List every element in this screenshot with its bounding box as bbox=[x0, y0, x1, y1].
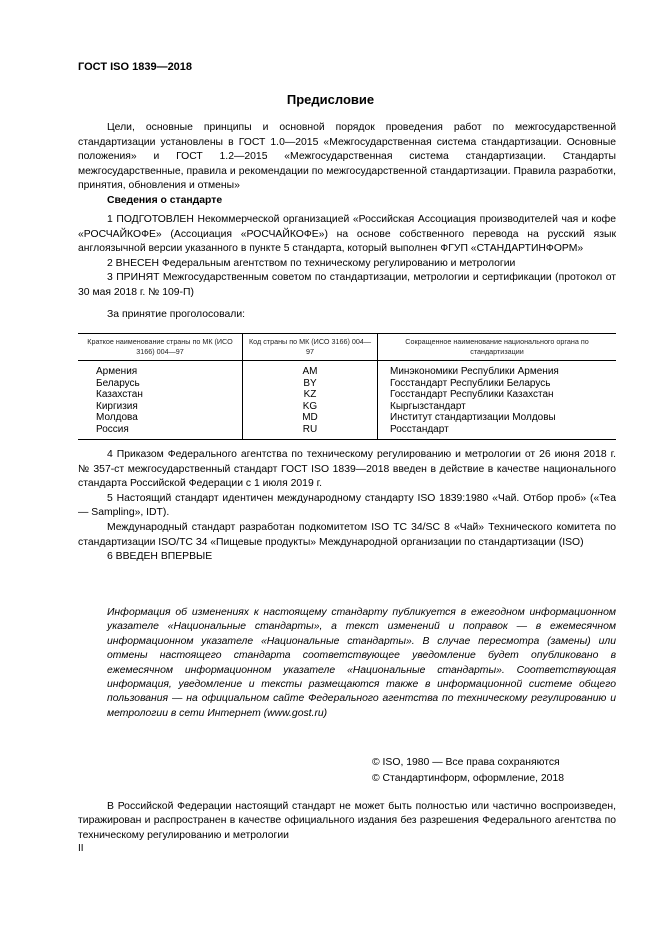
header-body: Сокращенное наименование национального органа по стандартизации bbox=[378, 334, 617, 361]
item-1: 1 ПОДГОТОВЛЕН Некоммерческой организацией «Российская Ассоциация производителей чая и кофе «РОСЧАЙКОФЕ» (Ассоциация «РОСЧАЙКОФЕ») на основе собственного перевода на русский язык англоязычной версии указанного в пункте 5 стандарта, который выполнен ФГУП «СТАНДАРТИНФОРМ» bbox=[78, 214, 616, 255]
table-row bbox=[78, 412, 616, 424]
body-cell: Минэкономики Республики Армения bbox=[390, 366, 559, 377]
info-notice-text: Информация об изменениях к настоящему стандарту публикуется в ежегодном информационном указателе «Национальные стандарты», а текст изменений и поправок — в ежемесячном информационном указателе «Национальные стандарты». В случае пересмотра (замены) или отмены настоящего стандарта соответствующее уведомление будет опубликовано в ежемесячном информационном указателе «Национальные стандарты». Соответствующая информация, уведомление и тексты размещаются также в информационной системе общего пользования — на официальном сайте Федерального агентства по техническому регулированию и метрологии в сети Интернет (www.gost.ru) bbox=[107, 607, 616, 719]
section-title: Сведения о стандарте bbox=[107, 195, 223, 206]
rf-notice-text: В Российской Федерации настоящий стандарт не может быть полностью или частично воспроизведен, тиражирован и распространен в качестве официального издания без разрешения Федерального агентства по техническому регулированию и метрологии bbox=[78, 801, 616, 841]
document-header: ГОСТ ISO 1839—2018 bbox=[78, 61, 193, 73]
country-cell: Молдова bbox=[96, 412, 138, 423]
standard-info-block bbox=[78, 213, 616, 322]
header-country: Краткое наименование страны по МК (ИСО 3166) 004—97 bbox=[78, 334, 243, 361]
table-header-row bbox=[78, 334, 616, 361]
item-5-note: Международный стандарт разработан подкомитетом ISO TC 34/SC 8 «Чай» Технического комитета по стандартизации ISO/TC 34 «Пищевые продукты» Международной организации по стандартизации (ISO) bbox=[78, 521, 616, 548]
copyright-iso: © ISO, 1980 — Все права сохраняются bbox=[372, 757, 560, 768]
copyright-si: © Стандартинформ, оформление, 2018 bbox=[372, 773, 565, 784]
country-cell: Киргизия bbox=[96, 400, 138, 412]
page-title: Предисловие bbox=[286, 92, 375, 107]
voting-table bbox=[78, 333, 616, 440]
body-cell: Госстандарт Республики Казахстан bbox=[390, 389, 554, 400]
page-number: II bbox=[78, 843, 84, 854]
item-6: 6 ВВЕДЕН ВПЕРВЫЕ bbox=[107, 551, 213, 563]
table-row bbox=[78, 389, 616, 401]
voted-label: За принятие проголосовали: bbox=[107, 308, 246, 320]
adoption-block bbox=[78, 448, 616, 565]
country-cell: Армения bbox=[96, 366, 138, 377]
code-cell: KZ bbox=[243, 389, 378, 401]
table-row bbox=[78, 401, 616, 413]
rf-notice bbox=[78, 800, 616, 843]
country-cell: Россия bbox=[78, 424, 243, 440]
code-cell: KG bbox=[243, 401, 378, 413]
table-row bbox=[78, 378, 616, 390]
body-cell: Госстандарт Республики Беларусь bbox=[390, 377, 551, 389]
item-2: 2 ВНЕСЕН Федеральным агентством по техническому регулированию и метрологии bbox=[107, 257, 516, 269]
intro-block bbox=[78, 121, 616, 194]
item-4: 4 Приказом Федерального агентства по техническому регулированию и метрологии от 26 июня 2018 г. № 357-ст межгосударственный стандарт ГОСТ ISO 1839—2018 введен в действие в качестве национального стандарта Российской Федерации с 1 июля 2019 г. bbox=[78, 449, 616, 490]
item-3: 3 ПРИНЯТ Межгосударственным советом по стандартизации, метрологии и сертификации (протокол от 30 мая 2018 г. № 109-П) bbox=[78, 272, 616, 298]
country-cell: Казахстан bbox=[96, 389, 143, 400]
body-cell: Кыргызстандарт bbox=[390, 400, 466, 412]
code-cell: RU bbox=[243, 424, 378, 440]
item-5: 5 Настоящий стандарт идентичен международному стандарту ISO 1839:1980 «Чай. Отбор проб» («Tea — Sampling», IDT). bbox=[78, 492, 616, 519]
code-cell: AM bbox=[243, 361, 378, 378]
code-cell: MD bbox=[243, 412, 378, 424]
info-notice bbox=[107, 606, 616, 721]
code-cell: BY bbox=[243, 378, 378, 390]
header-code: Код страны по МК (ИСО 3166) 004—97 bbox=[243, 334, 378, 361]
copyright-block bbox=[372, 755, 564, 787]
country-cell: Беларусь bbox=[96, 377, 140, 389]
intro-paragraph: Цели, основные принципы и основной порядок проведения работ по межгосударственной стандартизации установлены в ГОСТ 1.0—2015 «Межгосударственная система стандартизации. Основные положения» и ГОСТ 1.2—2015 «Межгосударственная система стандартизации. Стандарты межгосударственные, правила и рекомендации по межгосударственной стандартизации. Правила разработки, принятия, обновления и отмены» bbox=[78, 122, 616, 192]
body-cell: Росстандарт bbox=[378, 424, 617, 440]
table-row bbox=[78, 361, 616, 378]
body-cell: Институт стандартизации Молдовы bbox=[390, 412, 556, 423]
table-row bbox=[78, 424, 616, 440]
